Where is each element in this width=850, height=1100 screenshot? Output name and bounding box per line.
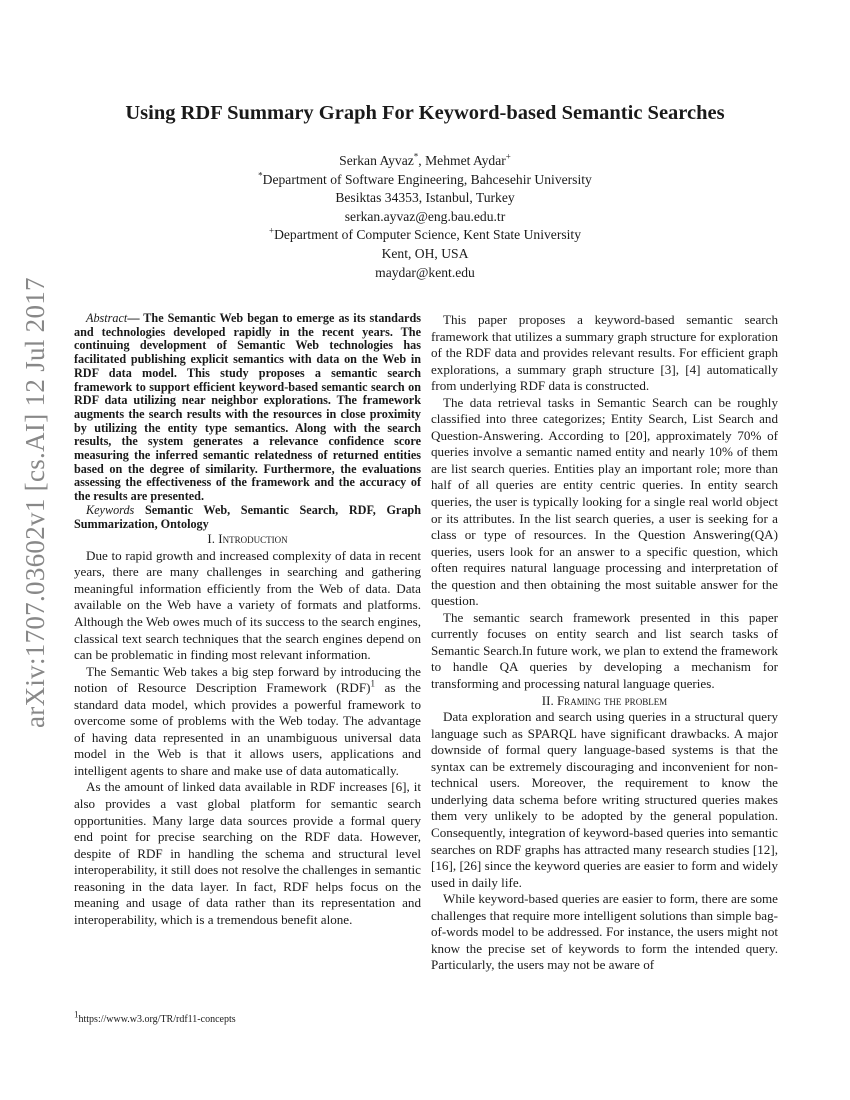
footnote-ref: 1 [370,678,375,689]
footnote [74,1009,236,1025]
keywords [74,504,421,531]
arxiv-stamp: arXiv:1707.03602v1 [cs.AI] 12 Jul 2017 [20,277,50,728]
aff2-name: Department of Computer Science, Kent State University [274,227,581,243]
author-1: Serkan Ayvaz [339,153,414,168]
paragraph: This paper proposes a keyword-based semantic search framework that utilizes a summary graph structure for exploration of the RDF data and provides relevant results. For efficient graph explorations, a summary graph structure [3], [4] automatically from underlying RDF data is constructed. [431,312,778,394]
paragraph: The data retrieval tasks in Semantic Search can be roughly classified into three categorizes; Entity Search, List Search and Question-Answering. According to [20], approximately 70% of queries involve a semantic named entity and nearly 10% of them are list search queries. Entities play an important role; more than half of all queries are entity centric queries. In entity search queries, the user is typically looking for a single real world object or its attributes. In the list search queries, a user is seeking for a class or type of resources. In the Question Answering(QA) queries, users look for an answer to a specific question, which often requires natural language processing and interpretation of the question and then obtaining the most suitable answer for the question. [431,394,778,609]
author-1-mark: * [413,151,419,162]
right-column [431,312,778,974]
author-2: , Mehmet Aydar [418,153,506,168]
keywords-list: Semantic Web, Semantic Search, RDF, Graph Summarization, Ontology [74,502,421,531]
abstract-label: Abstract [86,311,128,325]
abstract-body: — The Semantic Web began to emerge as its standards and technologies developed rapidly in the recent years. The continuing development of Semantic Web technologies has facilitated publishing explicit semantics with data on the Web in RDF data model. This study proposes a semantic search framework to support efficient keyword-based semantic search on RDF data utilizing near neighbor explorations. The framework augments the search results with the resources in close proximity by utilizing the entity type semantics. Along with the search results, the system generates a relevance confidence score measuring the inferred semantic relatedness of returned entities based on the degree of similarity. Furthermore, the evaluations assessing the effectiveness of the framework and the accuracy of the results are presented. [74,311,421,504]
left-column [74,312,421,928]
paragraph: The semantic search framework presented in this paper currently focuses on entity search and list search tasks of Semantic Search.In future work, we plan to extend the framework to handle QA queries by developing a mechanism for transforming and processing natural language queries. [431,609,778,692]
paragraph: Due to rapid growth and increased complexity of data in recent years, there are many challenges in searching and gathering meaningful information efficiently from the Web of data. Data available on the Web have a variety of formats and platforms. Although the Web owes much of its success to the search engines, classical text search techniques that the search engines depend on can be problematic in finding most relevant information. [74,547,421,663]
paragraph-text: as the standard data model, which provides a powerful framework to overcome some of problems with the Web today. The advantage of having data represented in an unambiguous universal data model in the Web is that it allows users, applications and intelligent agents to share and make use of data automatically. [74,680,421,778]
affiliation-1-address: Besiktas 34353, Istanbul, Turkey [335,190,515,206]
author-block [0,152,850,282]
paragraph: While keyword-based queries are easier to form, there are some challenges that require more intelligent solutions than simple bag-of-words model to be addressed. For instance, the users might not know the precise set of keywords to form the intended query. Particularly, the users may not be aware of [431,891,778,973]
paragraph-text: The Semantic Web takes a big step forward by introducing the notion of Resource Description Framework (RDF) [74,663,421,696]
footnote-mark: 1 [74,1009,79,1020]
abstract-text [74,312,421,504]
author-names [0,152,850,171]
author-2-mark: + [505,151,511,162]
aff2-mark: + [269,225,275,236]
keywords-label: Keywords [86,502,135,517]
affiliation-1 [0,171,850,190]
abstract [74,312,421,531]
paper-title: Using RDF Summary Graph For Keyword-based Semantic Searches [125,102,725,124]
section-heading-framing: II. Framing the problem [541,692,668,708]
paragraph: As the amount of linked data available in RDF increases [6], it also provides a vast global platform for semantic search opportunities. Many large data sources provide a formal query end point for precise searching on the RDF data. However, despite of RDF in handling the schema and structural level interoperability, it still does not resolve the challenges in semantic reasoning in the data layer. In fact, RDF helps focus on the meaning and usage of data rather than its representation and interoperability, which is a tremendous benefit alone. [74,779,421,927]
affiliation-1-email: serkan.ayvaz@eng.bau.edu.tr [344,208,506,224]
affiliation-2-address: Kent, OH, USA [381,245,469,261]
aff1-name: Department of Software Engineering, Bahcesehir University [262,171,592,187]
footnote-url: https://www.w3.org/TR/rdf11-concepts [78,1014,236,1025]
section-heading-introduction: I. Introduction [207,531,288,547]
affiliation-2-email: maydar@kent.edu [375,264,475,280]
paragraph: Data exploration and search using queries in a structural query language such as SPARQL have significant drawbacks. A major downside of formal query language-based systems is that the syntax can be extremely discouraging and inconvenient for non-technical users. Moreover, the requirement to know the underlying data schema before writing structured queries makes them very unlikely to be adopted by the general population. Consequently, integration of keyword-based queries into semantic searches on RDF graphs has attracted many research studies [12], [16], [26] since the keyword queries are easier to form and widely used in daily life. [431,709,778,890]
aff1-mark: * [258,170,263,181]
paragraph [74,664,421,780]
affiliation-2 [0,226,850,245]
